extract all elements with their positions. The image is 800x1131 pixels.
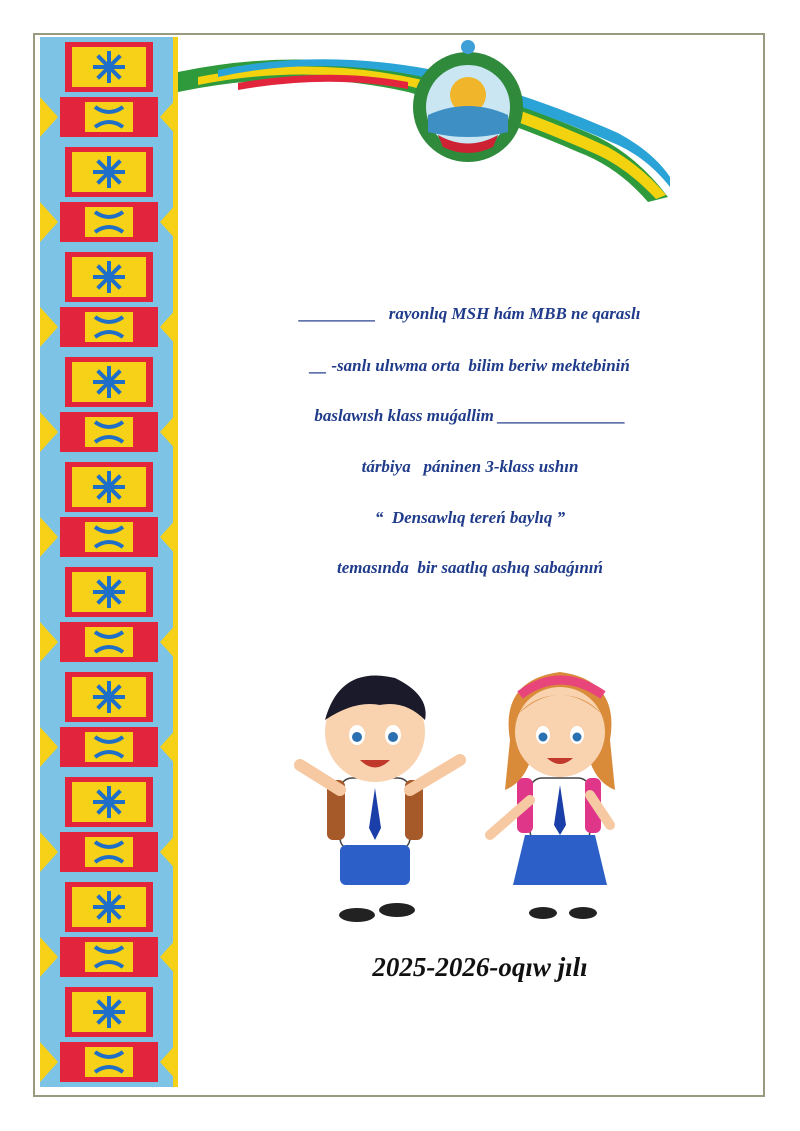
title-line-6: temasında bir saatlıq ashıq sabaǵınıń	[337, 558, 603, 577]
title-line-3: baslawısh klass muǵallim _______________	[314, 406, 626, 425]
emblem-icon	[413, 40, 523, 162]
schoolboy-illustration	[300, 676, 460, 922]
emblem-banner	[178, 37, 670, 202]
title-line-1: _________ rayonlıq MSH hám MBB ne qaraslı	[299, 304, 641, 323]
lesson-topic: “ Densawlıq tereń baylıq ”	[374, 508, 566, 527]
title-line-2: __ -sanlı ulıwma orta bilim beriw mektebiniń	[310, 356, 630, 375]
children-illustration	[285, 660, 630, 930]
schoolgirl-illustration	[490, 672, 615, 919]
ornament-border	[40, 37, 178, 1087]
title-line-4: tárbiya páninen 3-klass ushın	[361, 457, 579, 476]
academic-year: 2025-2026-oqıw jılı	[372, 952, 588, 982]
